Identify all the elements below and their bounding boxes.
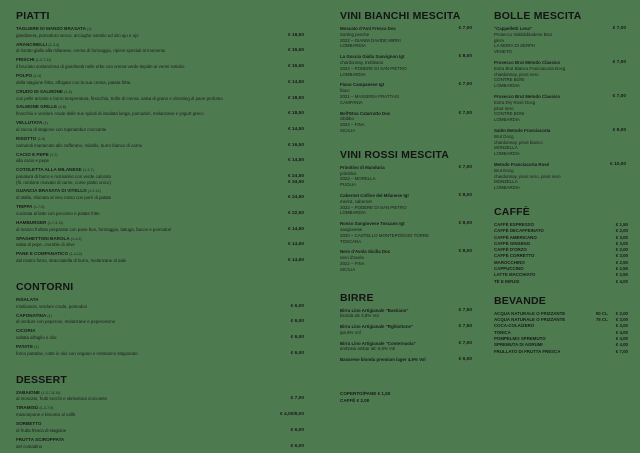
wine-detail: chardonnay, trebbiano xyxy=(340,59,384,65)
row-price: € 4,00 xyxy=(615,329,628,335)
item-description: alla cacio e pepe xyxy=(16,158,49,164)
row-price: € 3,00 xyxy=(615,323,628,329)
column-food xyxy=(16,10,304,452)
menu-item xyxy=(16,136,304,148)
item-title: VELLUTATA xyxy=(16,120,43,126)
wine-detail: LOMBARDIA xyxy=(340,210,366,216)
wine-detail: ipa 6% Vol xyxy=(340,329,361,335)
price-row xyxy=(494,349,632,355)
row-name: CAPPUCCINO xyxy=(494,266,524,271)
menu-item xyxy=(16,188,304,200)
section-title-vini-bianchi: VINI BIANCHI MESCITA xyxy=(340,10,461,22)
row-name: CAFFÈ ESPRESSO xyxy=(494,221,535,227)
wine-detail: PUGLIA xyxy=(340,182,357,188)
item-allergens: (1-4) xyxy=(33,74,41,79)
wine-name: "Cappelletti Lena" xyxy=(494,26,533,31)
wine-name: Birra Lino Artigianale "Rghiottone" xyxy=(340,324,414,330)
wine-detail: chardonnay, pinot nero xyxy=(494,71,539,77)
item-description: saltata all'aglio e olio xyxy=(16,335,57,341)
wine-detail: CONTRE BONI xyxy=(494,77,525,83)
wine-detail: VENETO xyxy=(494,49,512,55)
wine-detail: SICILIA xyxy=(340,127,356,133)
wine-name: Fiano Campanese Igt xyxy=(340,82,385,88)
wine-detail: chardonnay, pinot bianco xyxy=(494,139,543,145)
wine-detail: 2022 – PODERE DI SAN PIETRO xyxy=(340,65,407,71)
wine-item xyxy=(340,249,478,272)
item-description: al moscato, frutti secchi e sbrisolona croccante xyxy=(16,396,108,402)
wine-detail: 2022 – FINA xyxy=(340,260,365,266)
item-description: carnaroli mantecato allo zafferano, midollo, burro bianco di carne xyxy=(16,142,143,148)
item-allergens: (1) xyxy=(43,121,48,126)
dessert-list xyxy=(16,390,304,449)
section-title-dessert: DESSERT xyxy=(16,373,67,386)
menu-item xyxy=(16,73,304,85)
item-description: di zucca di stagione con topinambur croccante xyxy=(16,126,107,132)
section-title-bevande: BEVANDE xyxy=(494,294,546,307)
wine-detail: 2021 – MASSERIA FRATTASI xyxy=(340,93,399,99)
item-price: € 6,00 xyxy=(290,427,304,433)
item-allergens: (1-3-4) xyxy=(48,42,60,47)
wine-detail: sangiovese xyxy=(340,226,363,232)
wine-detail: LOMBARDIA xyxy=(340,71,366,77)
item-name xyxy=(16,167,304,174)
wine-detail: LOMBARDIA xyxy=(340,43,366,49)
wine-detail: 2020 – CASTELLO MONTEPOGGIO TORRE xyxy=(340,232,429,238)
wine-price: € 7,00 xyxy=(612,93,626,99)
wine-price: € 7,50 xyxy=(458,307,472,313)
wine-name: Moscato d'Asti Fresca Doc xyxy=(340,26,396,31)
item-price: € 6,00 xyxy=(290,443,304,449)
row-name: TÈ E INFUSI xyxy=(494,278,520,284)
row-price: € 3,00 xyxy=(615,253,628,259)
item-name xyxy=(16,251,304,258)
item-name xyxy=(16,328,304,335)
item-description: cucinata al latte con pecorino e patate fritte xyxy=(16,210,100,216)
item-title: TIRAMISÙ xyxy=(16,405,39,411)
row-price: € 2,00 xyxy=(615,228,628,234)
row-price: € 2,00 xyxy=(615,310,628,316)
item-description: della stagione fritta, affogato con la sua crema, patata fritta xyxy=(16,79,131,85)
wine-detail: SICILIA xyxy=(340,266,356,272)
item-name xyxy=(16,297,304,304)
row-name: CAFFÈ CORRETTO xyxy=(494,253,535,259)
wine-detail: pinot nero xyxy=(494,105,514,111)
row-qty: 50 CL xyxy=(595,310,608,316)
item-description: finocchio e verdure crude delle sue spirali di insalata lunga, pomodori, melanzane e yogurt greco xyxy=(16,111,204,117)
row-price: € 2,50 xyxy=(615,259,628,265)
wine-detail: LOMBARDIA xyxy=(494,83,520,89)
row-price: € 4,00 xyxy=(615,342,628,348)
row-price: € 7,00 xyxy=(615,348,628,354)
item-price: € 22,50 xyxy=(287,210,304,216)
wine-item xyxy=(494,128,632,157)
menu-item xyxy=(16,236,304,248)
row-name: CAFFÈ AMERICANO xyxy=(494,234,537,240)
wine-detail: LA MORA DI SERPH xyxy=(494,43,536,49)
item-price: € 6,00 xyxy=(290,303,304,309)
wine-item xyxy=(340,193,478,216)
item-title: TRIPPA xyxy=(16,204,33,210)
item-title: FRISCHI xyxy=(16,57,35,63)
wine-name: Bell'Etna Catarratto Doc xyxy=(340,110,391,116)
wine-name: Birra Lino Artigianale "Conternuola" xyxy=(340,340,416,346)
item-price: € 16,50 xyxy=(287,64,304,70)
wine-price: € 7,00 xyxy=(458,26,472,31)
wine-detail: fiano xyxy=(340,88,350,94)
wine-item xyxy=(494,26,632,55)
wine-price: € 8,00 xyxy=(458,249,472,255)
wine-price: € 7,00 xyxy=(612,59,626,65)
item-name xyxy=(16,220,304,227)
wine-item xyxy=(340,221,478,244)
item-price: € 14,50 xyxy=(287,79,304,85)
column-wines xyxy=(340,10,478,404)
wine-name: Primitivo di Manduria xyxy=(340,164,385,170)
item-price: € 14,50 xyxy=(287,226,304,232)
item-name xyxy=(16,390,304,397)
wine-detail: ambrata ambar alc 6,5% Vol xyxy=(340,346,396,352)
menu-item xyxy=(16,328,304,340)
row-name: MAROCCHINO xyxy=(494,259,525,265)
row-name: LATTE MACCHIATO xyxy=(494,272,536,278)
item-title: TAGLIERE DI MANZO BRASATA xyxy=(16,26,86,31)
item-price: € 14,50 xyxy=(287,158,304,164)
wine-detail: CONTRE BONI xyxy=(494,111,525,117)
wine-price: € 7,00 xyxy=(458,82,472,88)
wine-price: € 7,50 xyxy=(458,340,472,346)
item-allergens: (1-9-12) xyxy=(87,189,101,194)
wine-price: € 6,00 xyxy=(458,357,472,363)
item-name xyxy=(16,136,304,143)
wine-item xyxy=(340,54,478,77)
row-price: € 2,00 xyxy=(615,247,628,253)
item-description: di manzo frollato preparato con pane bun, formaggio, lattuga, bacon e pomodori xyxy=(16,226,172,232)
item-price: € 6,00 xyxy=(290,350,304,356)
wine-detail: Brut Docg xyxy=(494,133,514,139)
wine-price: € 7,50 xyxy=(458,324,472,330)
wine-price: € 10,00 xyxy=(609,161,626,167)
item-price: € 16,50 xyxy=(287,48,304,54)
item-title: ZABAIONE xyxy=(16,389,40,395)
wine-detail: LOMBARDIA xyxy=(494,185,520,191)
item-name xyxy=(16,104,304,111)
item-name xyxy=(16,57,304,64)
menu-item xyxy=(16,405,304,417)
contorni-list xyxy=(16,297,304,356)
menu-item xyxy=(16,297,304,309)
item-description: del contadino xyxy=(16,443,43,449)
item-name xyxy=(16,73,304,80)
item-title: SORBETTO xyxy=(16,421,42,427)
row-right xyxy=(616,279,628,285)
item-price: € 18,50 xyxy=(287,95,304,101)
wine-detail: glera xyxy=(494,37,504,43)
item-title: SPAGHETTONI BAROLA xyxy=(16,235,70,241)
wine-item xyxy=(340,341,478,353)
item-allergens: (1-7-3-11) xyxy=(47,220,64,225)
item-name xyxy=(16,26,304,33)
row-price: € 2,50 xyxy=(615,272,628,278)
item-allergens: (1-7-9) xyxy=(33,205,45,210)
item-allergens: (1-7) xyxy=(49,152,58,157)
wine-detail: Prosecco Valdobbiadene Brut xyxy=(494,31,552,37)
item-price: € 6,00 xyxy=(290,319,304,325)
item-description: di verdure con peperoni, melanzane e peperoncino xyxy=(16,319,116,325)
menu-item xyxy=(16,421,304,433)
item-price: € 18,50 xyxy=(287,111,304,117)
wine-detail: MONZELLA xyxy=(494,145,518,151)
wine-price: € 7,00 xyxy=(458,110,472,116)
bevande-list xyxy=(494,311,632,355)
wine-name: Metodo Franciacorta Rosé xyxy=(494,161,550,167)
wine-detail: Extra Dry Rosé Docg xyxy=(494,99,536,105)
wine-detail: LOMBARDIA xyxy=(494,117,520,123)
row-name: TONICA xyxy=(494,329,511,335)
wine-detail: TOSCANA xyxy=(340,238,362,244)
wine-price: € 9,00 xyxy=(612,127,626,133)
wine-name: Prosecco Brut Metodo Classico xyxy=(494,59,561,65)
row-price: € 4,00 xyxy=(615,278,628,284)
item-price: € 6,00 xyxy=(290,335,304,341)
item-title: HAMBURGER xyxy=(16,219,47,225)
wine-detail: 2022 – PODERE DI SAN PIETRO xyxy=(340,204,407,210)
menu-item xyxy=(16,167,304,185)
menu-item xyxy=(16,42,304,54)
item-allergens: (1-3-7-8-10) xyxy=(41,390,61,395)
item-description: panatura di burro e rosmarino con verde colorato xyxy=(16,173,112,179)
item-name xyxy=(16,204,304,211)
item-allergens: (1-3-7-9) xyxy=(39,406,54,411)
item-description: mascarpone e biscotto al caffè xyxy=(16,412,76,418)
item-description: salsa di pepe, crumble di olive xyxy=(16,242,75,248)
item-title: CRUDO DI SALMONE xyxy=(16,88,63,94)
item-price: € 18,50 xyxy=(287,32,304,38)
wine-price: € 8,00 xyxy=(458,192,472,198)
wine-item xyxy=(340,165,478,188)
wine-detail: LOMBARDIA xyxy=(494,151,520,157)
wine-detail: 2022 – MORELLA xyxy=(340,176,376,182)
item-allergens: (1-4-9) xyxy=(70,236,82,241)
menu-item xyxy=(16,104,304,116)
menu-item xyxy=(16,220,304,232)
wine-name: Cabernet Colline del Milanese Igt xyxy=(340,192,409,198)
item-allergens: (1) xyxy=(34,344,39,349)
row-price: € 2,50 xyxy=(615,266,628,271)
wine-price: € 8,00 xyxy=(458,54,472,60)
row-right xyxy=(608,349,628,355)
row-price: € 3,00 xyxy=(615,240,628,246)
wine-detail: chardonnay, pinot nero, pinot nero xyxy=(494,173,561,179)
wine-name: La Goccia Gialla Sauvignon Igt xyxy=(340,54,405,60)
piatti-list xyxy=(16,26,304,264)
item-name xyxy=(16,313,304,320)
vini-bianchi-list xyxy=(340,26,478,134)
wine-name: Satèn Metodo Franciacorta xyxy=(494,127,551,133)
item-price: € 24,50 xyxy=(287,173,304,179)
item-name xyxy=(16,437,304,444)
wine-detail: zibibbo xyxy=(340,116,354,122)
item-title: POLPO xyxy=(16,73,33,79)
row-price: € 3,00 xyxy=(615,317,628,323)
item-title: GUANCIA BRASATA DI VITELLO xyxy=(16,188,87,194)
item-name xyxy=(16,236,304,243)
row-name: CAFFÈ GINSENG xyxy=(494,240,531,246)
item-title: CACIO E PEPE xyxy=(16,151,49,157)
wine-price: € 7,00 xyxy=(458,164,472,170)
item-title: CICORIA xyxy=(16,328,36,334)
item-description: forno patatine, cotte in olio con origano e rosmarino stagionato xyxy=(16,350,138,356)
item-name xyxy=(16,42,304,49)
item-name xyxy=(16,405,304,412)
row-name: ACQUA NATURALE O FRIZZANTE xyxy=(494,317,566,323)
menu-item xyxy=(16,437,304,449)
item-title: RISOTTO xyxy=(16,135,37,141)
wine-detail: CAMPANIA xyxy=(340,99,363,105)
vini-rossi-list xyxy=(340,165,478,273)
wine-detail: Brut Docg xyxy=(494,167,514,173)
wine-price: € 7,00 xyxy=(612,26,626,31)
row-name: FRULLATO DI FRUTTA FRESCA xyxy=(494,348,561,354)
item-description: misticanza, verdure crude, pomodori xyxy=(16,303,88,309)
item-title: SALMONE GRILLE xyxy=(16,104,58,110)
wine-item xyxy=(494,162,632,191)
section-title-birre: BIRRE xyxy=(340,291,374,304)
wine-detail: nero d'avola xyxy=(340,255,364,261)
menu-item xyxy=(16,313,304,325)
item-allergens: (1-3-7) xyxy=(82,168,94,173)
wine-detail: bionda alc 4,8% Vol xyxy=(340,313,379,319)
wine-detail: Sorting pesche xyxy=(340,31,370,37)
item-allergens: (4-8) xyxy=(58,105,66,110)
row-name: ACQUA NATURALE O FRIZZANTE xyxy=(494,310,566,316)
wine-item xyxy=(340,308,478,320)
wine-item xyxy=(340,26,478,49)
row-price: € 3,00 xyxy=(615,234,628,240)
item-name xyxy=(16,152,304,159)
item-title: PATATE xyxy=(16,343,34,349)
coperto-line: COPERTO/PANE € 1,50 xyxy=(340,391,391,397)
wine-item xyxy=(340,357,478,363)
item-allergens: (1) xyxy=(87,27,92,31)
item-allergens: (1-4) xyxy=(64,89,72,94)
item-name xyxy=(16,89,304,96)
row-name: CAFFÈ DECAFFEINATO xyxy=(494,228,544,234)
item-description: con pelle arrosto e burro temperatura, finocchio, trofie di crema, salsa di grano e dressing di pane profumo xyxy=(16,95,223,101)
item-price: € 4,00/8,00 xyxy=(279,412,304,418)
item-description: il bruciato sostanzioso di giardinetti nelle erbe con crema verde tiepide ai vermi sottolio xyxy=(16,64,185,70)
menu-item xyxy=(16,26,304,38)
menu-item xyxy=(16,344,304,356)
item-name xyxy=(16,120,304,127)
menu-item xyxy=(16,120,304,132)
item-description: dal nostro forno, stracciatella di burro, melanzane al sale xyxy=(16,258,127,264)
item-price: € 7,00 xyxy=(290,396,304,402)
item-price: € 16,50 xyxy=(287,142,304,148)
item-description: di risotto giallo alla milanese, crema di formaggio, ripieni speziati al momento xyxy=(16,48,166,54)
row-name: COCA-COLA/ZERO xyxy=(494,323,535,329)
item-description: di stalla, sfumata al vino rosso con purè di patate xyxy=(16,195,112,201)
menu-item xyxy=(16,204,304,216)
item-allergens: (1) xyxy=(47,313,52,318)
wine-detail: 2022 – GIANNI DAVIDE MIRRI xyxy=(340,37,401,43)
item-price: € 14,50 xyxy=(287,258,304,264)
wine-item xyxy=(494,94,632,123)
item-name xyxy=(16,344,304,351)
section-title-vini-rossi: VINI ROSSI MESCITA xyxy=(340,148,449,161)
item-allergens: (1-4-12) xyxy=(69,252,83,257)
row-name: SPREMUTA DI AGRUMI xyxy=(494,342,543,348)
section-title-piatti: PIATTI xyxy=(16,10,50,22)
wine-item xyxy=(494,60,632,89)
menu-item xyxy=(16,57,304,69)
birre-list xyxy=(340,308,478,364)
item-allergens: (1-9) xyxy=(37,136,46,141)
wine-detail: 2022 – FINA xyxy=(340,122,365,128)
item-title: ARANCINELLI xyxy=(16,41,48,47)
item-allergens: (1-3-7-11) xyxy=(35,58,52,63)
wine-item xyxy=(340,82,478,105)
row-qty: 75 CL xyxy=(595,317,608,323)
item-price-secondary: € 34,50 xyxy=(287,179,304,185)
wine-name: Birra Lino Artigianale "Bastiano" xyxy=(340,307,409,313)
menu-item xyxy=(16,89,304,101)
menu-item xyxy=(16,251,304,263)
caffe-extra-line: CAFFÈ € 2,00 xyxy=(340,398,370,404)
row-name: CAFFÈ D'ORZO xyxy=(494,247,527,253)
menu-item xyxy=(16,390,304,402)
item-description-secondary: (fit. rotolone ricavato di carne, come piatto unico) xyxy=(16,179,111,185)
caffe-list xyxy=(494,222,632,285)
section-title-caffe: CAFFÈ xyxy=(494,205,530,218)
item-title: INSALATA xyxy=(16,296,39,302)
item-price: € 14,50 xyxy=(287,242,304,248)
item-title: PANE E COMPANATICO xyxy=(16,251,69,257)
item-description: di frutta fresca di stagione xyxy=(16,427,67,433)
wine-price: € 8,00 xyxy=(458,221,472,227)
item-name xyxy=(16,421,304,428)
wine-detail: MONZELLA xyxy=(494,179,518,185)
wine-name: Nero d'Avola Sicilia Doc xyxy=(340,249,391,255)
wine-name: Rosso Sangiovese Toscano Igt xyxy=(340,221,405,227)
wine-name: Prosecco Brut Metodo Classico xyxy=(494,93,561,99)
menu-item xyxy=(16,152,304,164)
item-price: € 14,50 xyxy=(287,126,304,132)
row-price: € 1,50 xyxy=(615,221,628,227)
row-name: POMPELMO SPREMUTO xyxy=(494,336,546,342)
item-name xyxy=(16,188,304,195)
wine-item xyxy=(340,324,478,336)
item-title: CAPONATINA xyxy=(16,312,47,318)
section-title-bolle: BOLLE MESCITA xyxy=(494,10,582,22)
column-drinks xyxy=(494,10,632,355)
wine-detail: primitivo xyxy=(340,170,357,176)
wine-detail: Extra Brut Bianco Franciacorta Docg xyxy=(494,65,566,71)
item-description: giardiniera, pomodoro secco, acciughe sottolio ed olio ajo e ojo xyxy=(16,32,139,38)
wine-item xyxy=(340,111,478,134)
wine-name: Bavarese bionda premium lager 4,9% Vol xyxy=(340,357,426,363)
item-title: FRUTTA SCIROPPATA xyxy=(16,436,65,442)
wine-detail: merlot, cabernet xyxy=(340,198,372,204)
section-title-contorni: CONTORNI xyxy=(16,280,74,293)
item-price: € 24,50 xyxy=(287,195,304,201)
item-title: COTOLETTA ALLA MILANESE xyxy=(16,167,82,173)
bolle-list xyxy=(494,26,632,191)
row-price: € 4,00 xyxy=(615,336,628,342)
